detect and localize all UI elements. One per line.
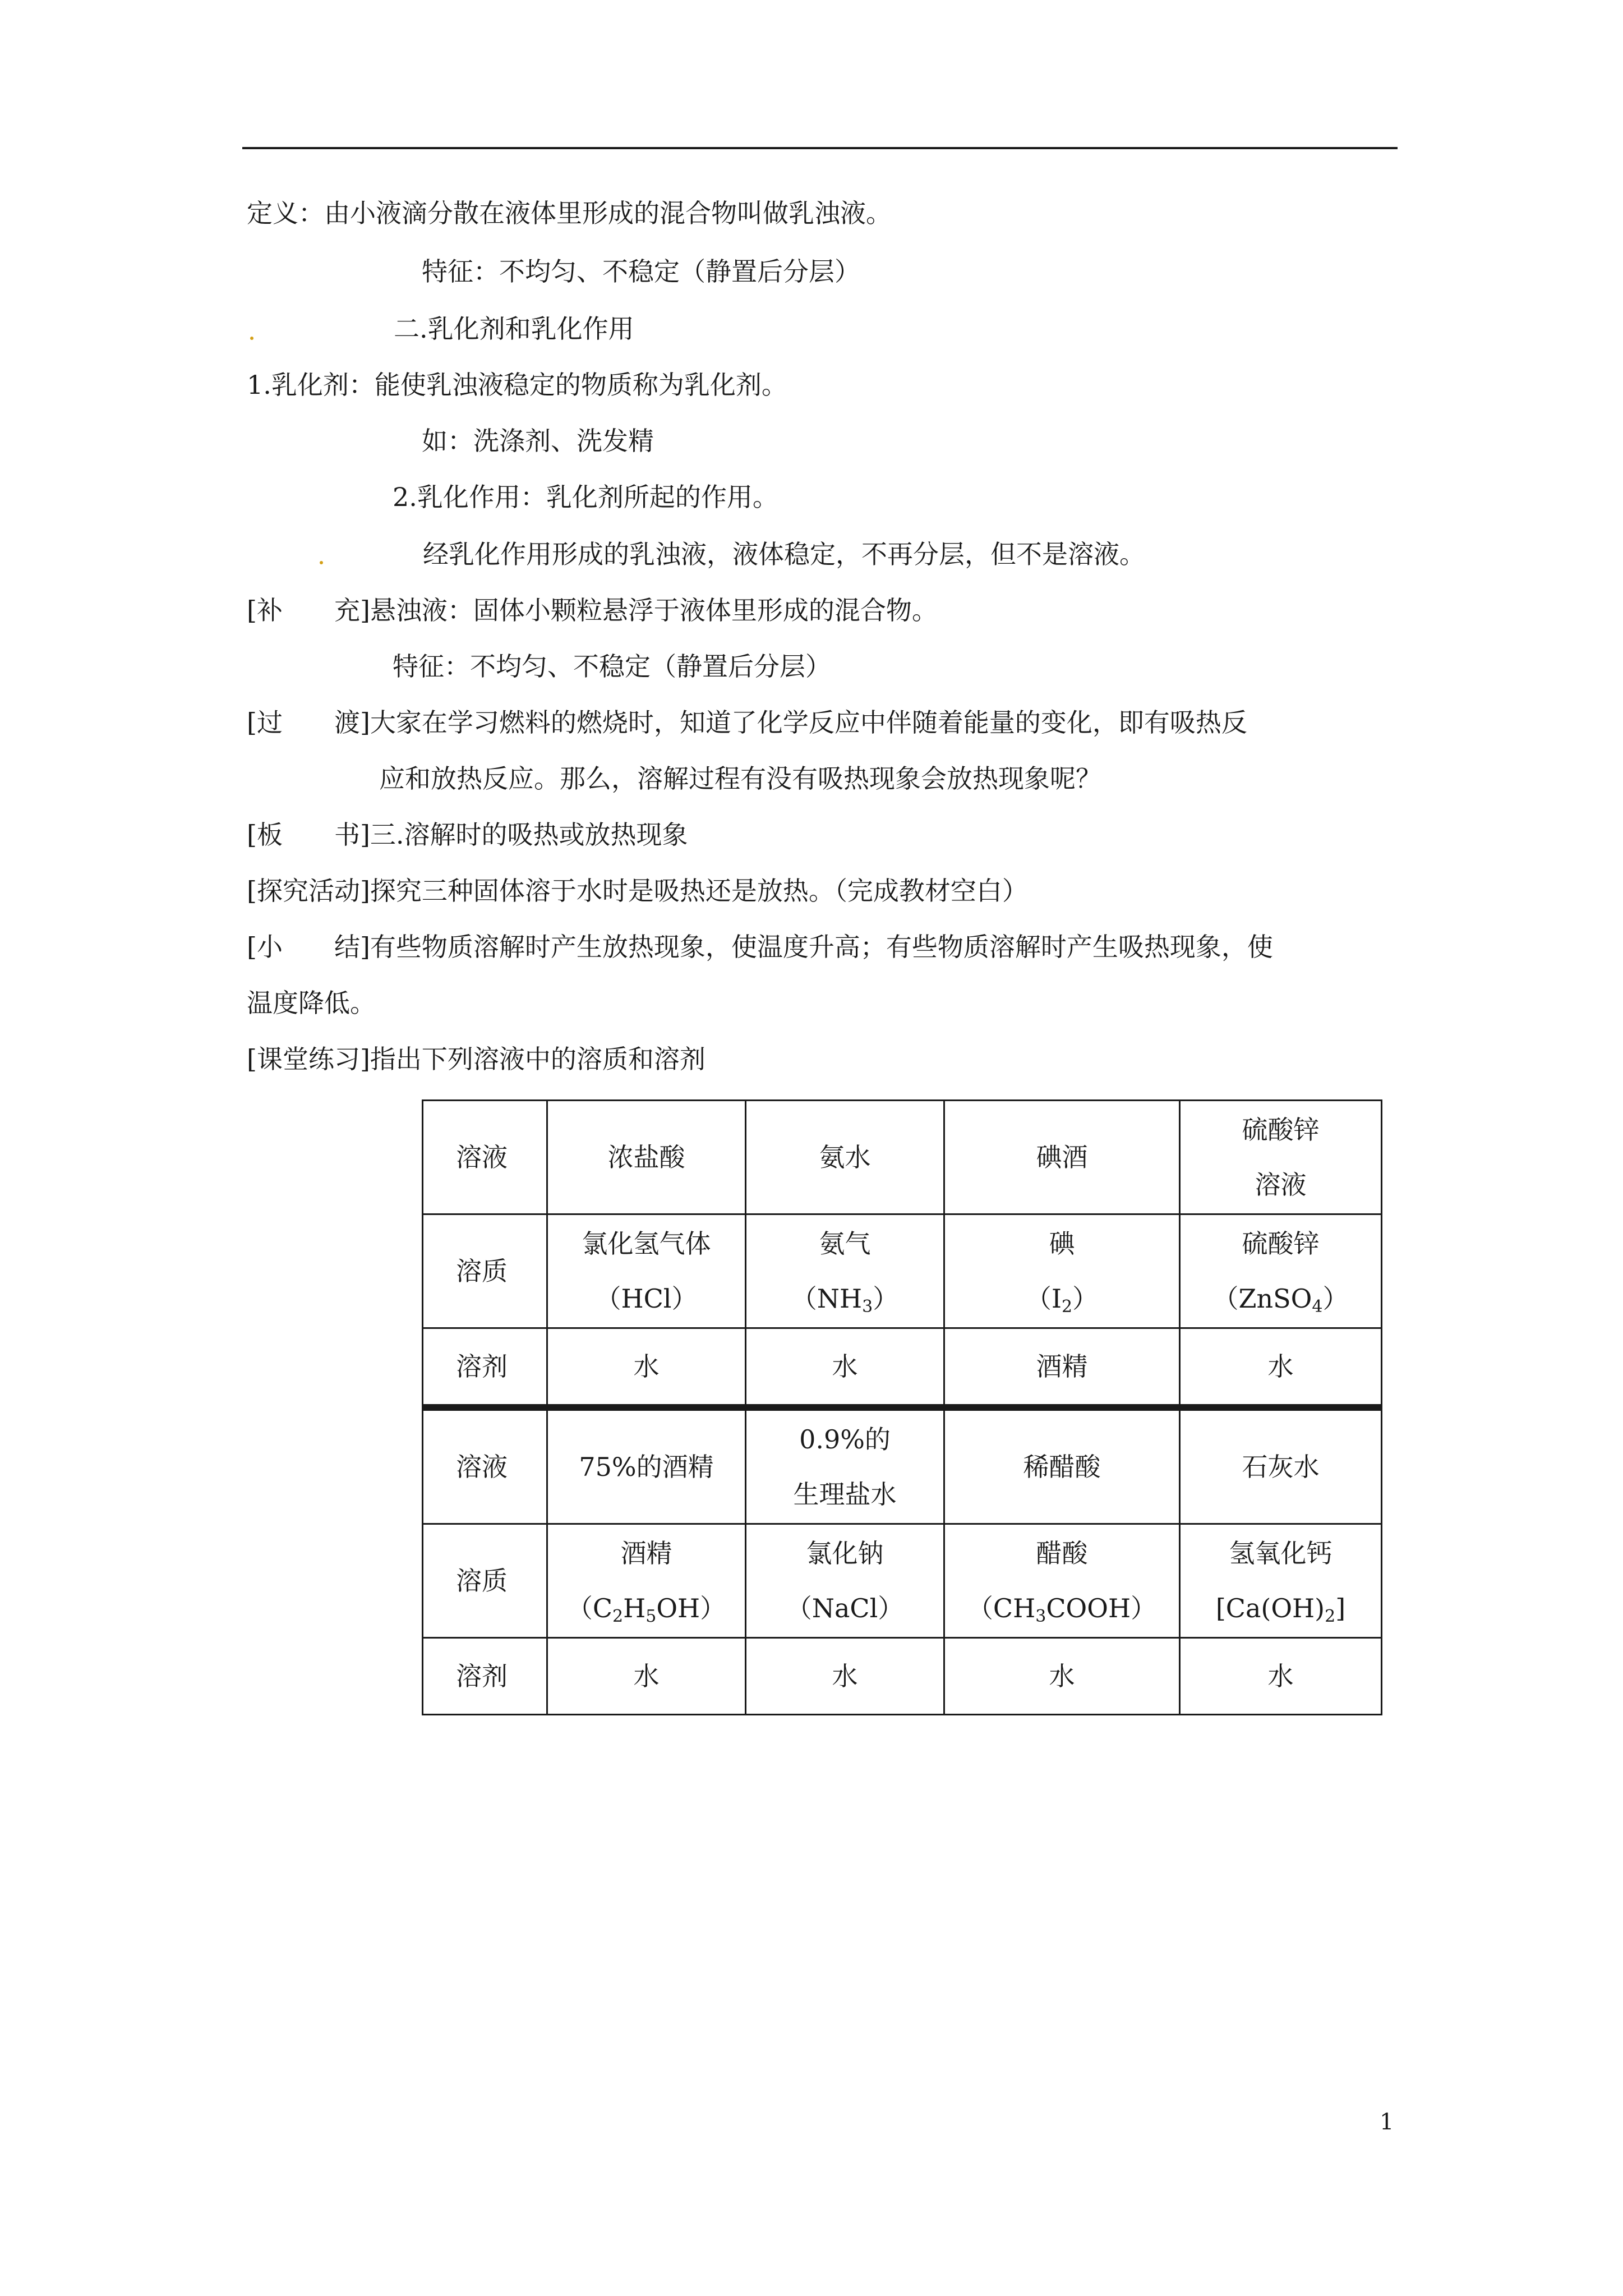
tag-supplement: [补 充] (247, 595, 370, 625)
table-row (423, 1638, 1382, 1715)
table-cell: 酒精 $(C_2H_5OH)$ (547, 1524, 746, 1638)
table-cell: 碘 $(I_2)$ (944, 1214, 1180, 1328)
row-header-solute: 溶质 (423, 1214, 547, 1328)
table-cell: 石灰水 (1180, 1407, 1382, 1524)
table-cell: 稀醋酸 (944, 1407, 1180, 1524)
tag-activity: [探究活动] (247, 876, 370, 906)
table-cell: 水 (746, 1638, 944, 1715)
table-cell: 0.9%的 生理盐水 (746, 1407, 944, 1524)
text-line-activity: [探究活动]探究三种固体溶于水时是吸热还是放热。（完成教材空白） (247, 874, 1028, 908)
table-cell: 75%的酒精 (547, 1407, 746, 1524)
text-line-emulsion-stable: 经乳化作用形成的乳浊液，液体稳定，不再分层，但不是溶液。 (423, 539, 1145, 569)
text-line-blackboard: [板 书]三.溶解时的吸热或放热现象 (247, 818, 688, 852)
row-header-solute: 溶质 (423, 1524, 547, 1638)
text-line-exercise: [课堂练习]指出下列溶液中的溶质和溶剂 (247, 1042, 706, 1076)
table-cell: 水 (1180, 1638, 1382, 1715)
tag-exercise: [课堂练习] (247, 1044, 370, 1074)
text-line-definition: 定义：由小液滴分散在液体里形成的混合物叫做乳浊液。 (247, 198, 892, 228)
table-cell: 水 (1180, 1328, 1382, 1408)
section-heading-emulsifier: 二.乳化剂和乳化作用 (394, 314, 634, 344)
text-line-transition: [过 渡]大家在学习燃料的燃烧时，知道了化学反应中伴随着能量的变化，即有吸热反 (247, 706, 1247, 739)
table-cell: 水 (944, 1638, 1180, 1715)
table-row (423, 1407, 1382, 1524)
table-cell: 氯化钠 （NaCl） (746, 1524, 944, 1638)
table-cell: 硫酸锌 溶液 (1180, 1101, 1382, 1214)
table-cell: 氯化氢气体 （HCl） (547, 1214, 746, 1328)
table-cell: 水 (547, 1328, 746, 1408)
table-row (423, 1214, 1382, 1328)
stray-dot (250, 337, 253, 340)
table-cell: 碘酒 (944, 1101, 1180, 1214)
row-header-solution: 溶液 (423, 1407, 547, 1524)
row-header-solution: 溶液 (423, 1101, 547, 1214)
table-row (423, 1328, 1382, 1408)
solution-table (422, 1099, 1382, 1715)
row-header-solvent: 溶剂 (423, 1328, 547, 1408)
table-cell: 氢氧化钙 $[Ca(OH)_2]$ (1180, 1524, 1382, 1638)
text-line-summary: [小 结]有些物质溶解时产生放热现象，使温度升高；有些物质溶解时产生吸热现象，使 (247, 930, 1273, 964)
table-cell: 水 (746, 1328, 944, 1408)
tag-transition: [过 渡] (247, 707, 370, 738)
table-cell: 酒精 (944, 1328, 1180, 1408)
table-cell: 硫酸锌 （ZnSO$_4$） (1180, 1214, 1382, 1328)
page-number: 1 (1380, 2109, 1394, 2135)
text-line-summary-cont: 温度降低。 (247, 988, 376, 1018)
table-cell: 浓盐酸 (547, 1101, 746, 1214)
header-rule (242, 147, 1398, 149)
table-row (423, 1101, 1382, 1214)
text-line-emulsifier: 1.乳化剂：能使乳浊液稳定的物质称为乳化剂。 (247, 370, 787, 400)
text-line-suspension-feature: 特征：不均匀、不稳定（静置后分层） (393, 651, 831, 682)
text-line-emulsification: 2.乳化作用：乳化剂所起的作用。 (393, 482, 778, 512)
table-cell: 醋酸 $(CH_3COOH)$ (944, 1524, 1180, 1638)
table-cell: 氨水 (746, 1101, 944, 1214)
text-line-examples: 如：洗涤剂、洗发精 (422, 426, 654, 456)
text-line-transition-cont: 应和放热反应。那么，溶解过程有没有吸热现象会放热现象呢？ (379, 763, 1101, 794)
text-line-supplement: [补 充]悬浊液：固体小颗粒悬浮于液体里形成的混合物。 (247, 593, 938, 627)
table-row (423, 1524, 1382, 1638)
table-cell: 水 (547, 1638, 746, 1715)
table-cell: 氨气 $(NH_3)$ (746, 1214, 944, 1328)
stray-dot (320, 561, 323, 564)
tag-blackboard: [板 书] (247, 820, 370, 850)
text-line-feature: 特征：不均匀、不稳定（静置后分层） (422, 256, 860, 287)
tag-summary: [小 结] (247, 932, 370, 962)
row-header-solvent: 溶剂 (423, 1638, 547, 1715)
